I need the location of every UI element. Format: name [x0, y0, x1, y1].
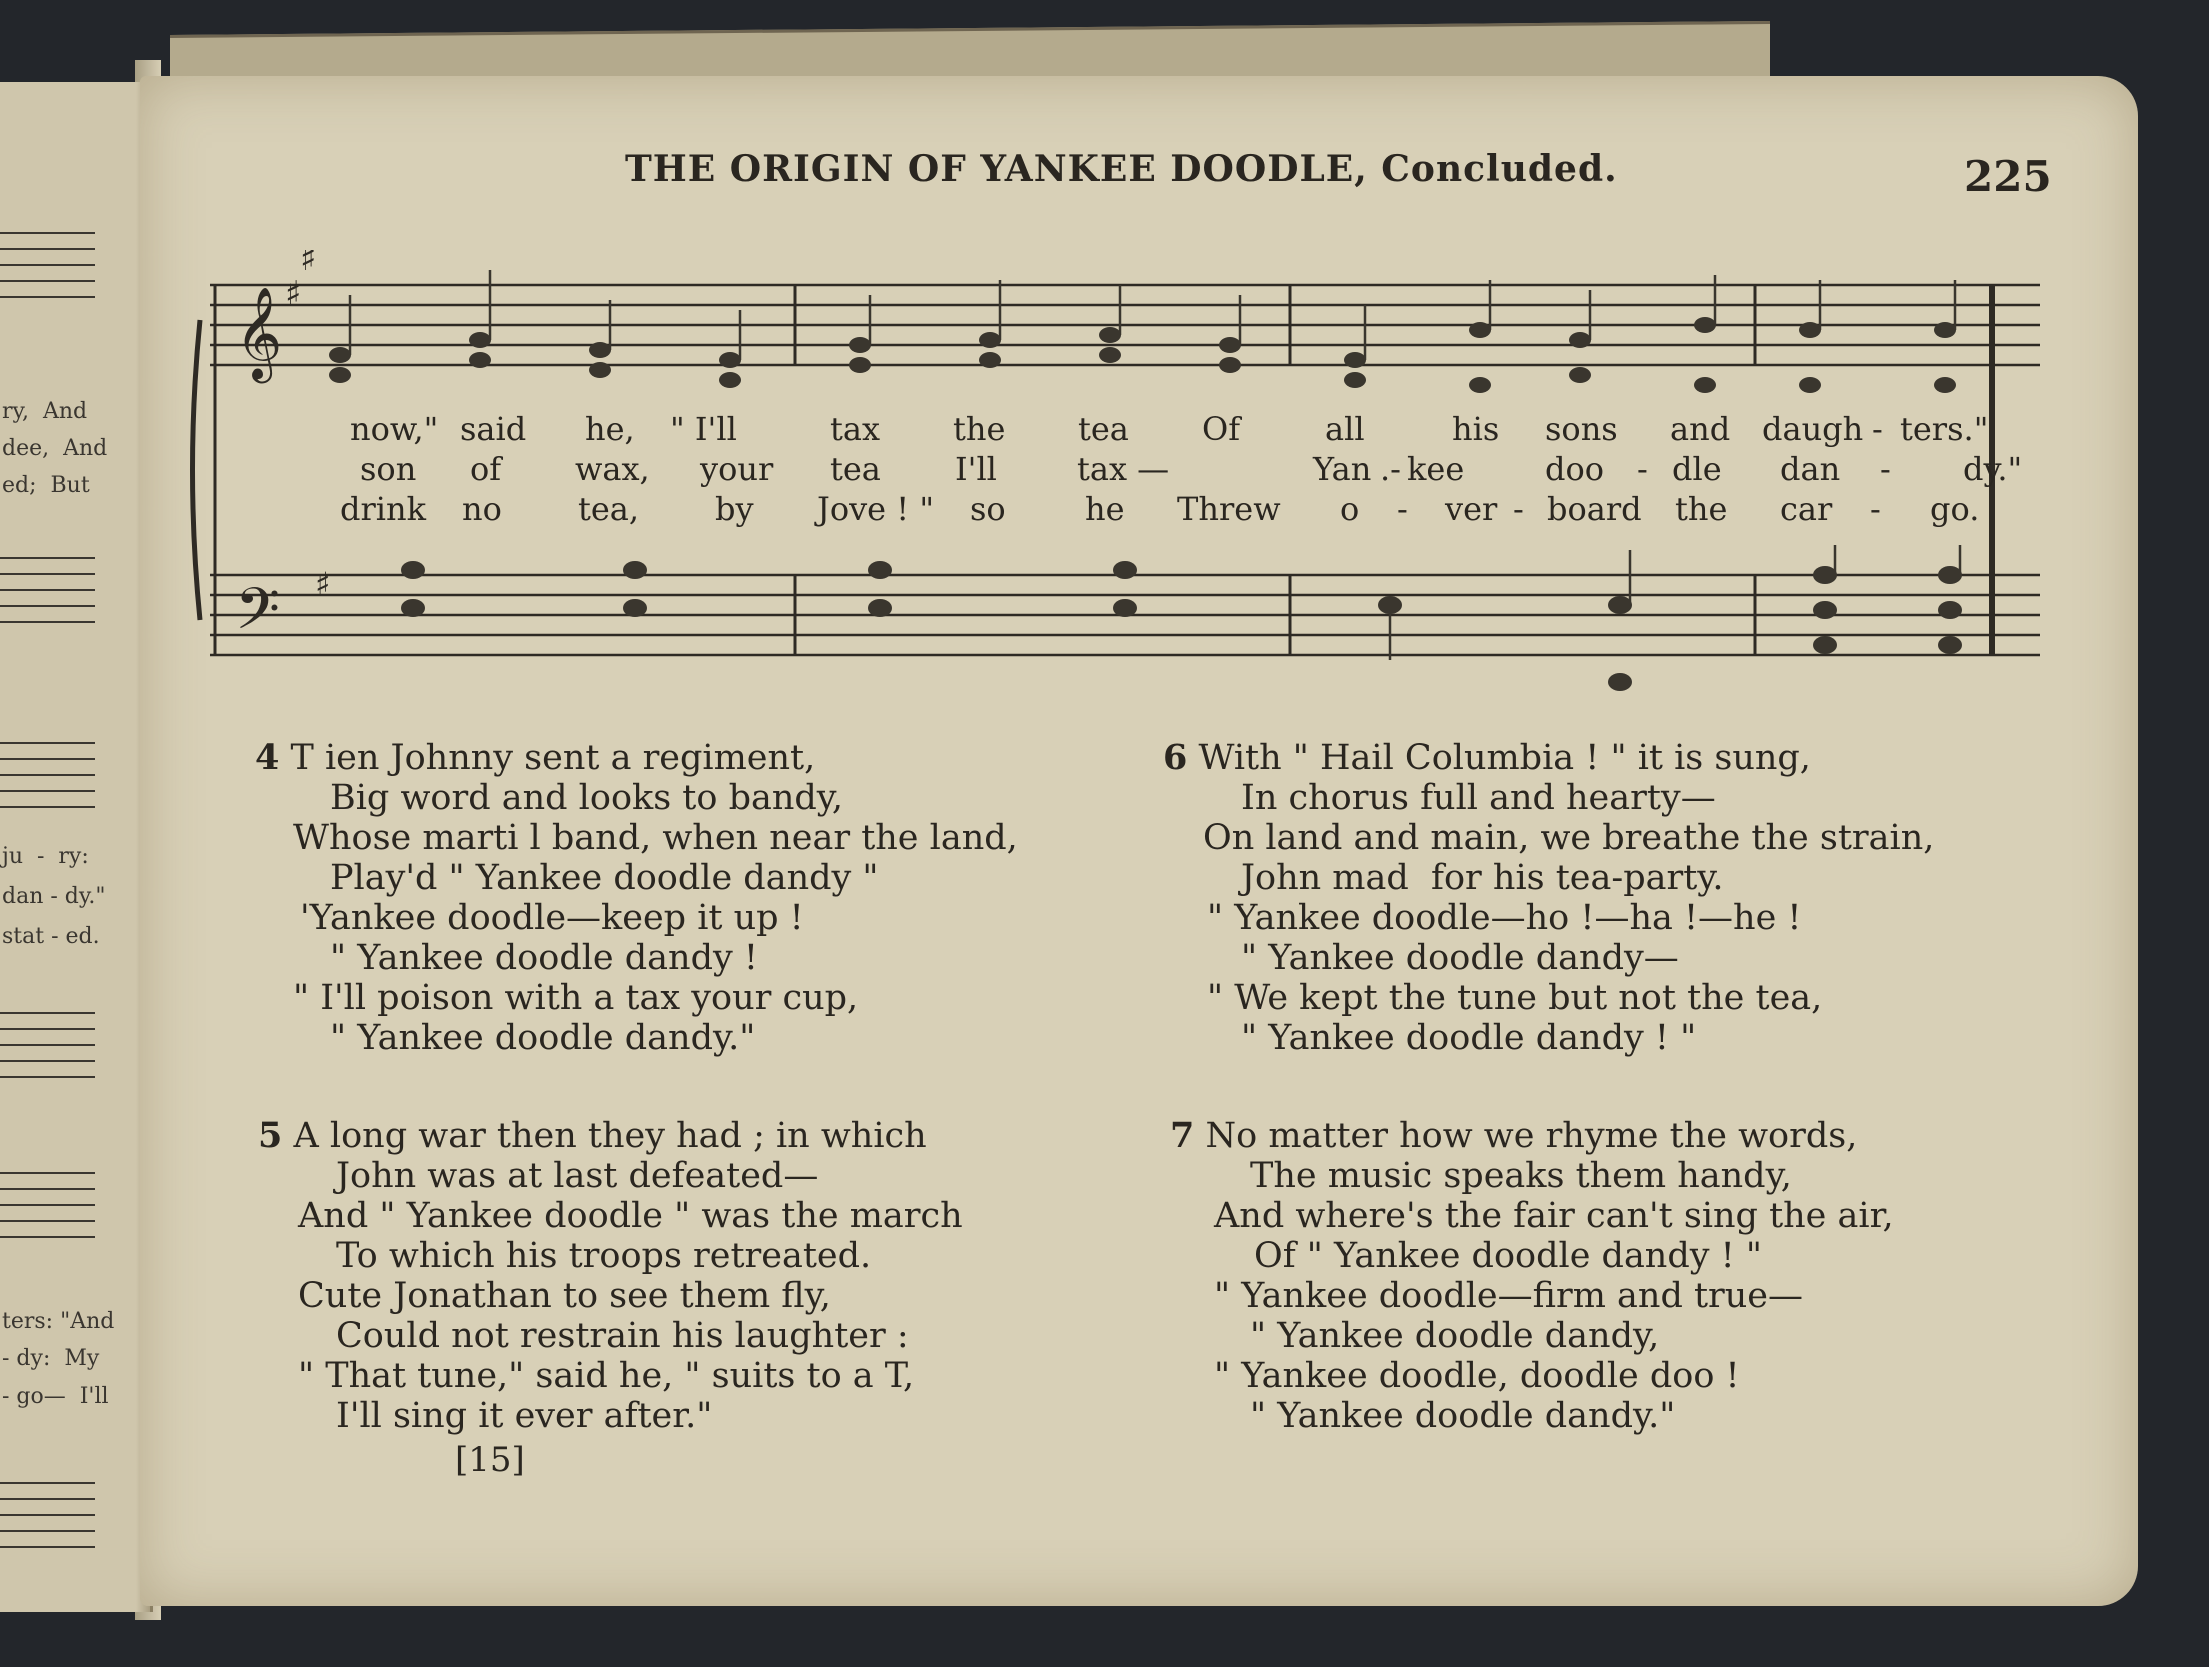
verse-line: " Yankee doodle—firm and true—: [1214, 1276, 1804, 1316]
verse-line: John mad for his tea-party.: [1241, 858, 1724, 898]
lyric-syllable: your: [700, 450, 774, 488]
verse-line: John was at last defeated—: [336, 1156, 819, 1196]
lyric-syllable: and: [1670, 410, 1731, 448]
verse-line: To which his troops retreated.: [336, 1236, 872, 1276]
verse-number: 6: [1163, 737, 1188, 778]
left-staff-3: [0, 742, 95, 812]
verse-line: No matter how we rhyme the words,: [1205, 1116, 1858, 1156]
key-signature-icon: ♯: [285, 274, 302, 314]
verse-line: " Yankee doodle dandy—: [1241, 938, 1679, 978]
verse-line: T ien Johnny sent a regiment,: [290, 738, 816, 778]
verse-5: [258, 1116, 963, 1436]
lyric-syllable: Yan: [1313, 450, 1372, 488]
verse-line: And where's the fair can't sing the air,: [1214, 1196, 1894, 1236]
verse-line: On land and main, we breathe the strain,: [1203, 818, 1935, 858]
lyric-syllable: sons: [1545, 410, 1618, 448]
verse-line: 'Yankee doodle—keep it up !: [300, 898, 804, 938]
verse-line: The music speaks them handy,: [1250, 1156, 1792, 1196]
verse-line: A long war then they had ; in which: [293, 1116, 927, 1156]
left-staff-1: [0, 232, 95, 302]
music-score: [180, 250, 2060, 700]
lyric-syllable: he: [1085, 490, 1125, 528]
left-fragment: ju - ry:: [2, 844, 89, 869]
left-fragment: ry, And: [2, 399, 88, 424]
lyric-syllable: no: [462, 490, 502, 528]
verse-line: " Yankee doodle dandy,: [1250, 1316, 1660, 1356]
lyric-syllable: ters.": [1900, 410, 1989, 448]
verse-line: In chorus full and hearty—: [1241, 778, 1716, 818]
lyric-syllable: his: [1452, 410, 1500, 448]
verse-line: With " Hail Columbia ! " it is sung,: [1198, 738, 1811, 778]
lyric-line-2: [180, 450, 2060, 490]
lyric-syllable: " I'll: [670, 410, 737, 448]
left-fragment: - dy: My: [2, 1346, 100, 1371]
lyric-syllable: -: [1872, 410, 1883, 448]
lyric-syllable: o: [1340, 490, 1360, 528]
lyric-syllable: so: [970, 490, 1006, 528]
lyric-syllable: ver: [1445, 490, 1498, 528]
verse-number: 5: [258, 1115, 283, 1156]
lyric-syllable: wax,: [575, 450, 650, 488]
lyric-syllable: by: [715, 490, 754, 528]
lyric-syllable: Jove ! ": [817, 490, 935, 528]
verse-line: " Yankee doodle dandy.": [1250, 1396, 1676, 1436]
lyric-syllable: now,": [350, 410, 439, 448]
lyric-syllable: -: [1513, 490, 1524, 528]
verse-line: I'll sing it ever after.": [336, 1396, 713, 1436]
verse-7: [1170, 1116, 1894, 1436]
verse-6: [1163, 738, 1934, 1058]
lyric-syllable: son: [360, 450, 417, 488]
left-fragment: ed; But: [2, 473, 90, 498]
verse-line: " That tune," said he, " suits to a T,: [298, 1356, 915, 1396]
page-number: 225: [1964, 152, 2052, 201]
lyric-syllable: dan: [1780, 450, 1841, 488]
lyric-syllable: kee: [1407, 450, 1465, 488]
lyric-syllable: I'll: [955, 450, 997, 488]
lyric-syllable: tax —: [1077, 450, 1170, 488]
lyric-line-3: [180, 490, 2060, 530]
left-fragment: stat - ed.: [2, 924, 100, 949]
left-staff-2: [0, 557, 95, 627]
verse-line: " Yankee doodle dandy.": [330, 1018, 756, 1058]
key-signature-icon: ♯: [315, 565, 331, 603]
lyric-syllable: Of: [1202, 410, 1241, 448]
verse-line: Of " Yankee doodle dandy ! ": [1254, 1236, 1762, 1276]
verse-line: " Yankee doodle, doodle doo !: [1214, 1356, 1740, 1396]
lyric-syllable: drink: [340, 490, 427, 528]
left-staff-4: [0, 1012, 95, 1082]
bass-clef-icon: 𝄢: [235, 575, 281, 657]
lyric-syllable: go.: [1930, 490, 1980, 528]
left-fragment: dee, And: [2, 436, 108, 461]
page-title: THE ORIGIN OF YANKEE DOODLE, Concluded.: [625, 148, 1618, 190]
lyric-syllable: car: [1780, 490, 1833, 528]
verse-line: " Yankee doodle—ho !—ha !—he !: [1207, 898, 1802, 938]
left-fragment: - go— I'll: [2, 1384, 109, 1409]
left-fragment: dan - dy.": [2, 884, 106, 909]
lyric-syllable: board: [1547, 490, 1642, 528]
verse-4: [255, 738, 1018, 1058]
lyric-syllable: dy.": [1963, 450, 2023, 488]
lyric-syllable: Threw: [1177, 490, 1281, 528]
lyric-syllable: of: [470, 450, 502, 488]
left-staff-6: [0, 1482, 95, 1552]
verse-line: Cute Jonathan to see them fly,: [298, 1276, 831, 1316]
lyric-syllable: -: [1880, 450, 1891, 488]
left-staff-5: [0, 1172, 95, 1242]
lyric-syllable: dle: [1672, 450, 1722, 488]
lyric-syllable: -: [1870, 490, 1881, 528]
lyric-syllable: -: [1637, 450, 1648, 488]
verse-line: Big word and looks to bandy,: [330, 778, 844, 818]
lyric-syllable: the: [1675, 490, 1728, 528]
lyric-syllable: tax: [830, 410, 880, 448]
lyric-syllable: the: [953, 410, 1006, 448]
verse-number: 4: [255, 737, 280, 778]
verse-line: Could not restrain his laughter :: [336, 1316, 909, 1356]
lyric-syllable: daugh: [1762, 410, 1864, 448]
lyric-syllable: doo: [1545, 450, 1605, 488]
key-signature-icon: ♯: [300, 250, 317, 279]
verse-line: Whose marti l band, when near the land,: [293, 818, 1018, 858]
left-page: [0, 82, 153, 1612]
verse-line: And " Yankee doodle " was the march: [298, 1196, 963, 1236]
verse-number: 7: [1170, 1115, 1195, 1156]
verse-line: " Yankee doodle dandy ! ": [1241, 1018, 1697, 1058]
lyric-syllable: -: [1397, 490, 1408, 528]
verse-line: " We kept the tune but not the tea,: [1207, 978, 1823, 1018]
treble-clef-icon: 𝄞: [235, 286, 283, 379]
lyric-syllable: he,: [585, 410, 635, 448]
lyric-line-1: [180, 410, 2060, 450]
verse-line: " Yankee doodle dandy !: [330, 938, 758, 978]
verse-line: " I'll poison with a tax your cup,: [293, 978, 859, 1018]
lyric-syllable: all: [1325, 410, 1365, 448]
lyric-syllable: said: [460, 410, 527, 448]
verse-line: Play'd " Yankee doodle dandy ": [330, 858, 879, 898]
lyric-syllable: tea: [1078, 410, 1129, 448]
lyric-syllable: tea,: [578, 490, 640, 528]
signature-mark: [15]: [455, 1440, 525, 1480]
left-fragment: ters: "And: [2, 1309, 115, 1334]
lyric-syllable: tea: [830, 450, 881, 488]
lyric-syllable: .-: [1380, 450, 1401, 488]
